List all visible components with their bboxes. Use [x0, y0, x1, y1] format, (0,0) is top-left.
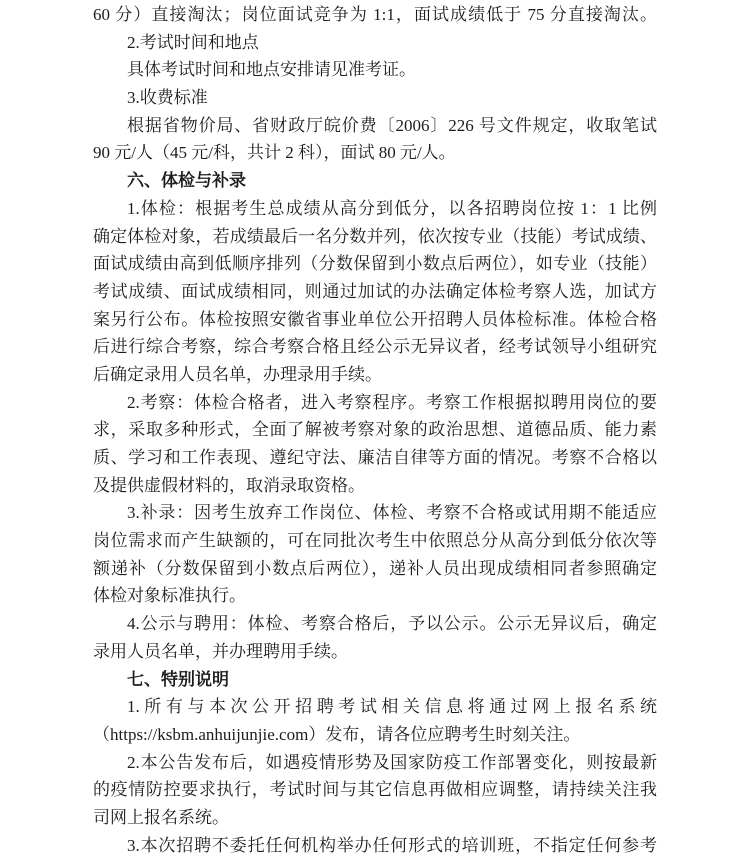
line-physical-check-1: 1.体检：根据考生总成绩从高分到低分，以各招聘岗位按 1：1 比例 — [127, 198, 657, 218]
line-fee-paragraph-1: 根据省物价局、省财政厅皖价费〔2006〕226 号文件规定，收取笔试 — [127, 115, 657, 135]
line-special-note2-1: 2.本公告发布后，如遇疫情形势及国家防疫工作部署变化，则按最新 — [127, 752, 657, 772]
line-fee-paragraph-2: 90 元/人（45 元/科，共计 2 科），面试 80 元/人。 — [93, 143, 456, 163]
line-exam-time-place-detail: 具体考试时间和地点安排请见准考证。 — [127, 60, 416, 80]
heading-section-six: 六、体检与补录 — [127, 171, 246, 191]
line-physical-check-7: 后确定录用人员名单，办理录用手续。 — [93, 364, 382, 384]
line-special-note3-1: 3.本次招聘不委托任何机构举办任何形式的培训班，不指定任何参考 — [127, 835, 657, 855]
line-special-note2-2: 的疫情防控要求执行，考试时间与其它信息再做相应调整，请持续关注我 — [93, 780, 657, 800]
line-publicity-hiring-1: 4.公示与聘用：体检、考察合格后，予以公示。公示无异议后，确定 — [127, 614, 657, 634]
heading-section-seven: 七、特别说明 — [127, 669, 229, 689]
line-physical-check-4: 考试成绩、面试成绩相同，则通过加试的办法确定体检考察人选，加试方 — [93, 281, 657, 301]
line-physical-check-2: 确定体检对象，若成绩最后一名分数并列，依次按专业（技能）考试成绩、 — [93, 226, 657, 246]
line-replacement-1: 3.补录：因考生放弃工作岗位、体检、考察不合格或试用期不能适应 — [127, 503, 657, 523]
line-item2-exam-time-place: 2.考试时间和地点 — [127, 32, 259, 52]
line-item3-fee-standard: 3.收费标准 — [127, 88, 208, 108]
line-special-note2-3: 司网上报名系统。 — [93, 807, 229, 827]
line-replacement-2: 岗位需求而产生缺额的，可在同批次考生中依照总分从高分到低分依次等 — [93, 531, 657, 551]
line-investigation-2: 求，采取多种形式，全面了解被考察对象的政治思想、道德品质、能力素 — [93, 420, 657, 440]
line-replacement-4: 体检对象标准执行。 — [93, 586, 246, 606]
line-investigation-1: 2.考察：体检合格者，进入考察程序。考察工作根据拟聘用岗位的要 — [127, 392, 657, 412]
line-physical-check-6: 后进行综合考察，综合考察合格且经公示无异议者，经考试领导小组研究 — [93, 337, 657, 357]
line-special-note1-1: 1.所有与本次公开招聘考试相关信息将通过网上报名系统 — [127, 697, 657, 717]
line-publicity-hiring-2: 录用人员名单，并办理聘用手续。 — [93, 641, 348, 661]
line-physical-check-5: 案另行公布。体检按照安徽省事业单位公开招聘人员体检标准。体检合格 — [93, 309, 657, 329]
line-paragraph-tail-elimination: 60 分）直接淘汰；岗位面试竞争为 1:1，面试成绩低于 75 分直接淘汰。 — [93, 5, 657, 24]
line-investigation-3: 质、学习和工作表现、遵纪守法、廉洁自律等方面的情况。考察不合格以 — [93, 448, 657, 467]
line-special-note1-url: （https://ksbm.anhuijunjie.com）发布，请各位应聘考生时刻关注。 — [93, 724, 581, 744]
line-physical-check-3: 面试成绩由高到低顺序排列（分数保留到小数点后两位），如专业（技能） — [93, 254, 657, 274]
line-replacement-3: 额递补（分数保留到小数点后两位），递补人员出现成绩相同者参照确定 — [93, 558, 657, 578]
line-investigation-4: 及提供虚假材料的，取消录取资格。 — [93, 475, 365, 495]
